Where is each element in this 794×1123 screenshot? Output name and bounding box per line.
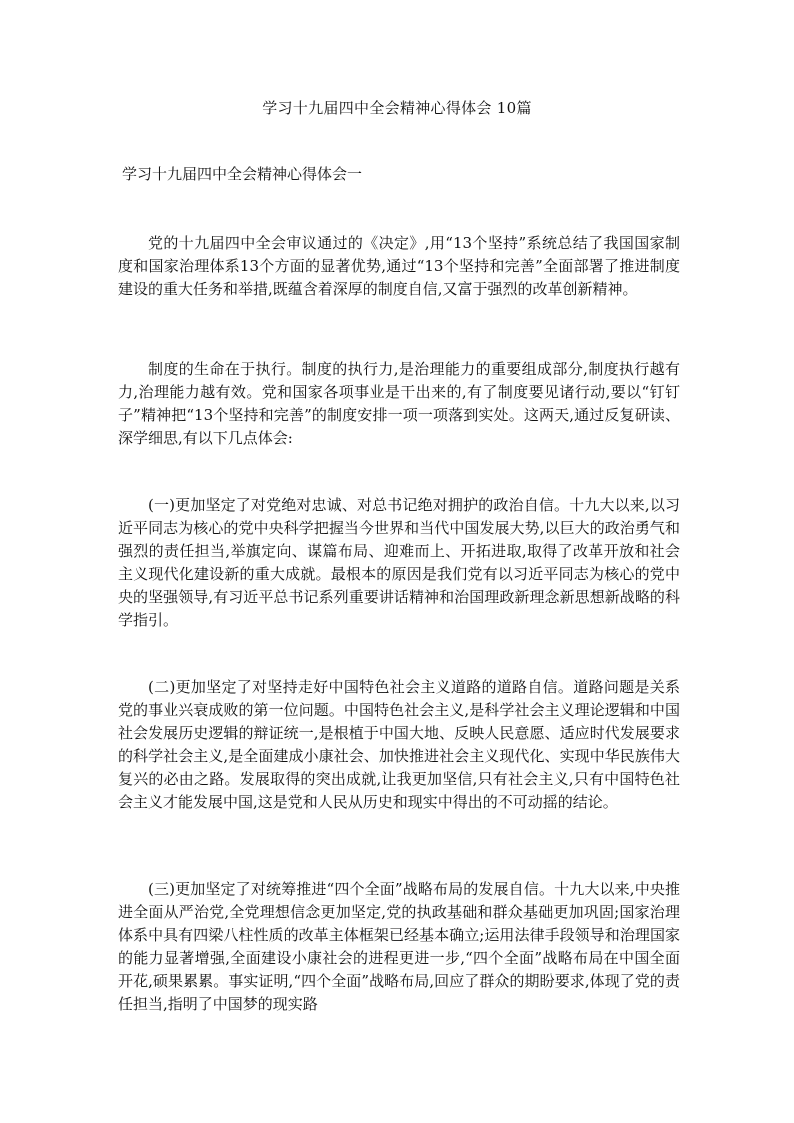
- paragraph-5: (三)更加坚定了对统筹推进“四个全面”战略布局的发展自信。十九大以来,中央推进全面从严治党,全党理想信念更加坚定,党的执政基础和群众基础更加巩固;国家治理体系中具有四梁八柱性质的改革主体框架已经基本确立;运用法律手段领导和治理国家的能力显著增强,全面建设小康社会的进程更进一步,“四个全面”战略布局在中国全面开花,硕果累累。事实证明,“四个全面”战略布局,回应了群众的期盼要求,体现了党的责任担当,指明了中国梦的现实路: [118, 880, 680, 1013]
- paragraph-1: 党的十九届四中全会审议通过的《决定》,用“13个坚持”系统总结了我国国家制度和国家治理体系13个方面的显著优势,通过“13个坚持和完善”全面部署了推进制度建设的重大任务和举措,既蕴含着深厚的制度自信,又富于强烈的改革创新精神。: [118, 234, 680, 298]
- document-title: 学习十九届四中全会精神心得体会 10篇: [262, 99, 532, 117]
- paragraph-4: (二)更加坚定了对坚持走好中国特色社会主义道路的道路自信。道路问题是关系党的事业兴衰成败的第一位问题。中国特色社会主义,是科学社会主义理论逻辑和中国社会发展历史逻辑的辩证统一,是根植于中国大地、反映人民意愿、适应时代发展要求的科学社会主义,是全面建成小康社会、加快推进社会主义现代化、实现中华民族伟大复兴的必由之路。发展取得的突出成就,让我更加坚信,只有社会主义,只有中国特色社会主义才能发展中国,这是党和人民从历史和现实中得出的不可动摇的结论。: [118, 678, 680, 811]
- paragraph-3: (一)更加坚定了对党绝对忠诚、对总书记绝对拥护的政治自信。十九大以来,以习近平同志为核心的党中央科学把握当今世界和当代中国发展大势,以巨大的政治勇气和强烈的责任担当,举旗定向、谋篇布局、迎难而上、开拓进取,取得了改革开放和社会主义现代化建设新的重大成就。最根本的原因是我们党有以习近平同志为核心的党中央的坚强领导,有习近平总书记系列重要讲话精神和治国理政新理念新思想新战略的科学指引。: [118, 496, 680, 629]
- section-heading: 学习十九届四中全会精神心得体会一: [122, 165, 363, 183]
- paragraph-2: 制度的生命在于执行。制度的执行力,是治理能力的重要组成部分,制度执行越有力,治理能力越有效。党和国家各项事业是干出来的,有了制度要见诸行动,要以“钉钉子”精神把“13个坚持和完善”的制度安排一项一项落到实处。这两天,通过反复研读、深学细思,有以下几点体会:: [118, 360, 680, 447]
